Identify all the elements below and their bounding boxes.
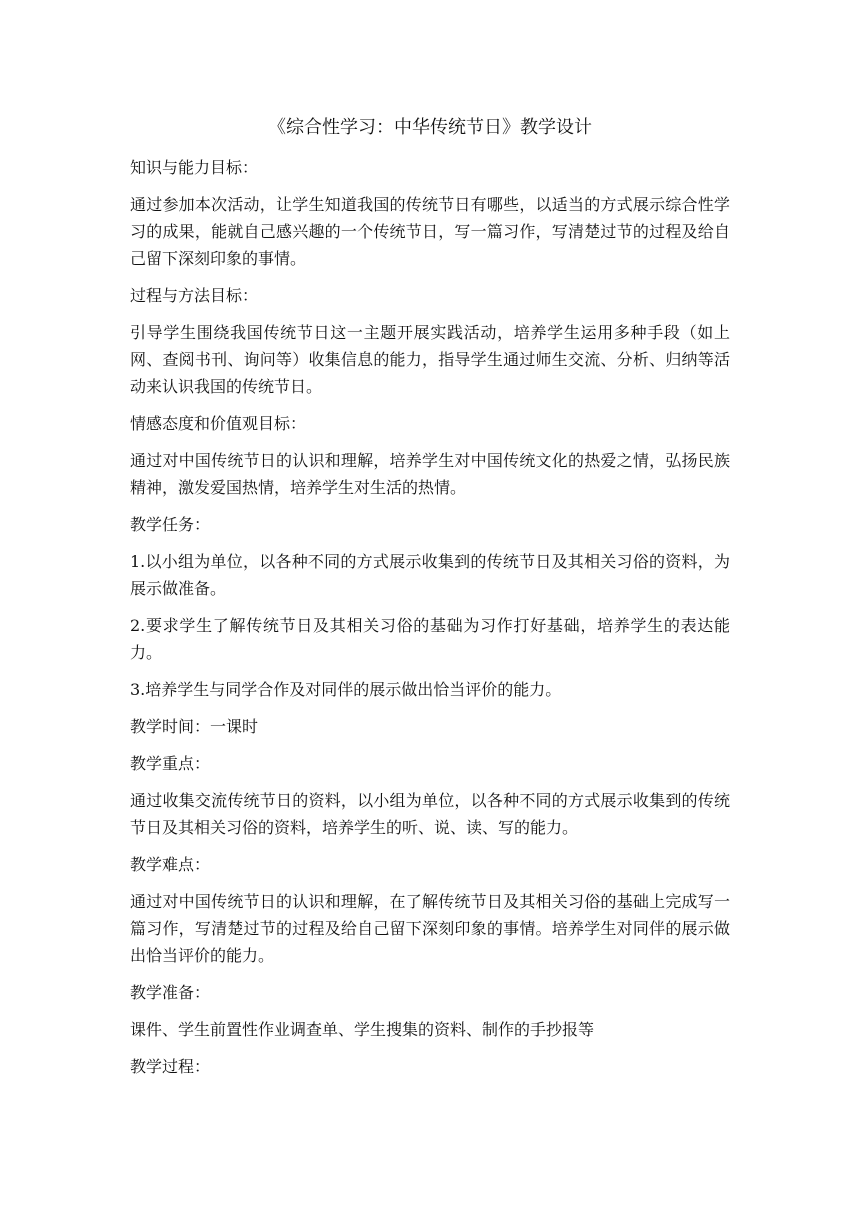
section-heading-preparation: 教学准备：	[130, 983, 211, 1002]
document-content	[130, 112, 730, 1090]
section-heading-difficulties: 教学难点：	[130, 855, 211, 874]
paragraph-preparation: 课件、学生前置性作业调查单、学生搜集的资料、制作的手抄报等	[130, 1020, 595, 1039]
task-item-2: 2.要求学生了解传统节日及其相关习俗的基础为习作打好基础，培养学生的表达能力。	[130, 616, 730, 662]
section-heading-teaching-process: 教学过程：	[130, 1057, 211, 1076]
paragraph-difficulties: 通过对中国传统节日的认识和理解，在了解传统节日及其相关习俗的基础上完成写一篇习作，写清楚过节的过程及给自己留下深刻印象的事情。培养学生对同伴的展示做出恰当评价的能力。	[130, 892, 730, 965]
section-heading-process-goals: 过程与方法目标：	[130, 286, 259, 305]
document-title: 《综合性学习：中华传统节日》教学设计	[268, 117, 592, 138]
section-heading-knowledge-goals: 知识与能力目标：	[130, 158, 259, 177]
paragraph-process-goals: 引导学生围绕我国传统节日这一主题开展实践活动，培养学生运用多种手段（如上网、查阅书刊、询问等）收集信息的能力，指导学生通过师生交流、分析、归纳等活动来认识我国的传统节日。	[130, 323, 730, 396]
paragraph-knowledge-goals: 通过参加本次活动，让学生知道我国的传统节日有哪些，以适当的方式展示综合性学习的成果，能就自己感兴趣的一个传统节日，写一篇习作，写清楚过节的过程及给自己留下深刻印象的事情。	[130, 195, 730, 268]
section-heading-key-points: 教学重点：	[130, 754, 211, 773]
section-heading-emotion-goals: 情感态度和价值观目标：	[130, 414, 307, 433]
task-item-1: 1.以小组为单位，以各种不同的方式展示收集到的传统节日及其相关习俗的资料，为展示做准备。	[130, 552, 730, 598]
section-heading-teaching-tasks: 教学任务：	[130, 515, 211, 534]
task-item-3: 3.培养学生与同学合作及对同伴的展示做出恰当评价的能力。	[130, 680, 562, 699]
section-heading-teaching-time: 教学时间：一课时	[130, 717, 259, 736]
paragraph-emotion-goals: 通过对中国传统节日的认识和理解，培养学生对中国传统文化的热爱之情，弘扬民族精神，激发爱国热情，培养学生对生活的热情。	[130, 451, 730, 497]
paragraph-key-points: 通过收集交流传统节日的资料，以小组为单位，以各种不同的方式展示收集到的传统节日及其相关习俗的资料，培养学生的听、说、读、写的能力。	[130, 791, 730, 837]
